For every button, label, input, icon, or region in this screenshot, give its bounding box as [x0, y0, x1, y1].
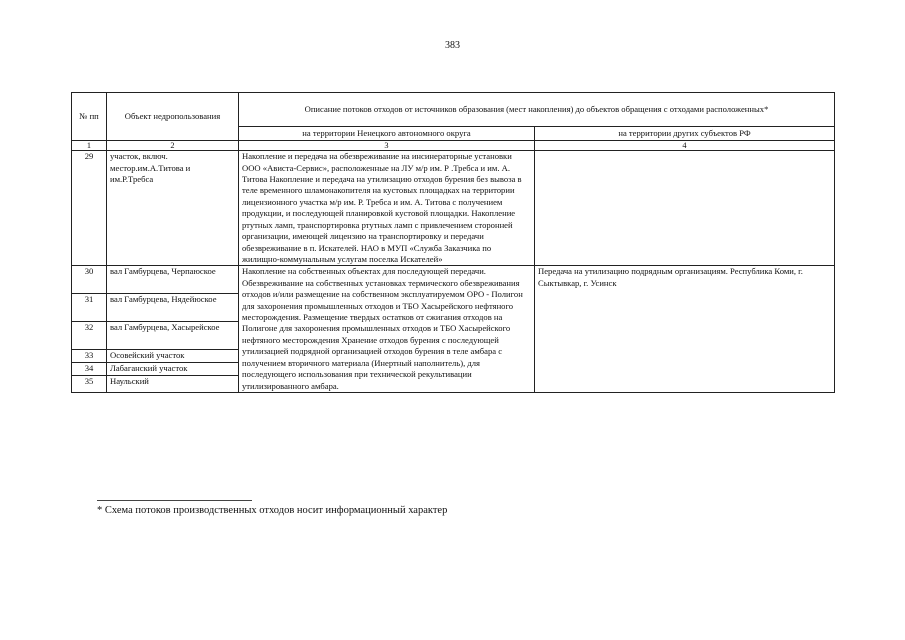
header-object: Объект недропользования: [107, 93, 239, 141]
column-number-row: [72, 141, 835, 151]
row-object: Лабаганский участок: [107, 363, 239, 376]
row-number: 33: [72, 350, 107, 363]
row-number: 31: [72, 294, 107, 322]
group-nao-description: Накопление на собственных объектах для последующей передачи. Обезвреживание на собственных установках термического обезвреживания отходов и/или размещение на собственном эксплуатируемом ОРО - Полигон для захоронения промышленных отходов и ТБО Хасырейского нефтяного месторождения. Размещение твердых остатков от сжигания отходов на Полигоне для захоронения промышленных отходов и ТБО Хасырейского нефтяного месторождения Хранение отходов бурения с последующей утилизацией подрядной организацией отходов бурения в теле амбара с получением вторичного материала (Инертный наполнитель), для последующего использования при технической рекультивации утилизированного амбара.: [239, 266, 535, 393]
row-object: вал Гамбурцева, Нядейюское: [107, 294, 239, 322]
waste-flow-table: [71, 92, 835, 393]
header-row-1: [72, 93, 835, 127]
column-number: 1: [72, 141, 107, 151]
row-nao-description: Накопление и передача на обезвреживание на инсинераторные установки ООО «Ависта-Сервис», расположенные на ЛУ м/р им. Р .Требса и им. А. Титова Накопление и передача на утилизацию отходов бурения без вывоза в теле временного шламонакопителя на кустовых площадках на территории лицензионного участка м/р им. Р. Требса и им. А. Титова с получением продукции, и последующей планировкой кустовой площадки. Накопление ртутных ламп, транспортировка ртутных ламп с привлечением сторонней организации, имеющей лицензию на транспортировку и передачи обезвреживание в п. Искателей. НАО в МУП «Служба Заказчика по жилищно-коммунальным услугам поселка Искателей»: [239, 151, 535, 266]
column-number: 2: [107, 141, 239, 151]
row-object: участок, включ. местор.им.А.Титова и им.Р.Требса: [107, 151, 239, 266]
row-object: вал Гамбурцева, Черпаюское: [107, 266, 239, 294]
table-row: [72, 151, 835, 266]
row-number: 30: [72, 266, 107, 294]
column-number: 4: [535, 141, 835, 151]
table-row: [72, 266, 835, 294]
row-object: Осовейский участок: [107, 350, 239, 363]
row-object: Наульский: [107, 376, 239, 393]
header-nao: на территории Ненецкого автономного округа: [239, 127, 535, 141]
row-number: 35: [72, 376, 107, 393]
header-num: № пп: [72, 93, 107, 141]
group-other-description: Передача на утилизацию подрядным организациям. Республика Коми, г. Сыктывкар, г. Усинск: [535, 266, 835, 393]
page-number: 383: [445, 40, 460, 51]
row-object: вал Гамбурцева, Хасырейское: [107, 322, 239, 350]
row-number: 29: [72, 151, 107, 266]
row-number: 34: [72, 363, 107, 376]
header-other: на территории других субъектов РФ: [535, 127, 835, 141]
row-number: 32: [72, 322, 107, 350]
footnote: * Схема потоков производственных отходов носит информационный характер: [97, 505, 448, 516]
column-number: 3: [239, 141, 535, 151]
row-other-description: [535, 151, 835, 266]
footnote-divider: [97, 500, 252, 501]
header-description: Описание потоков отходов от источников образования (мест накопления) до объектов обращения с отходами расположенных*: [239, 93, 835, 127]
